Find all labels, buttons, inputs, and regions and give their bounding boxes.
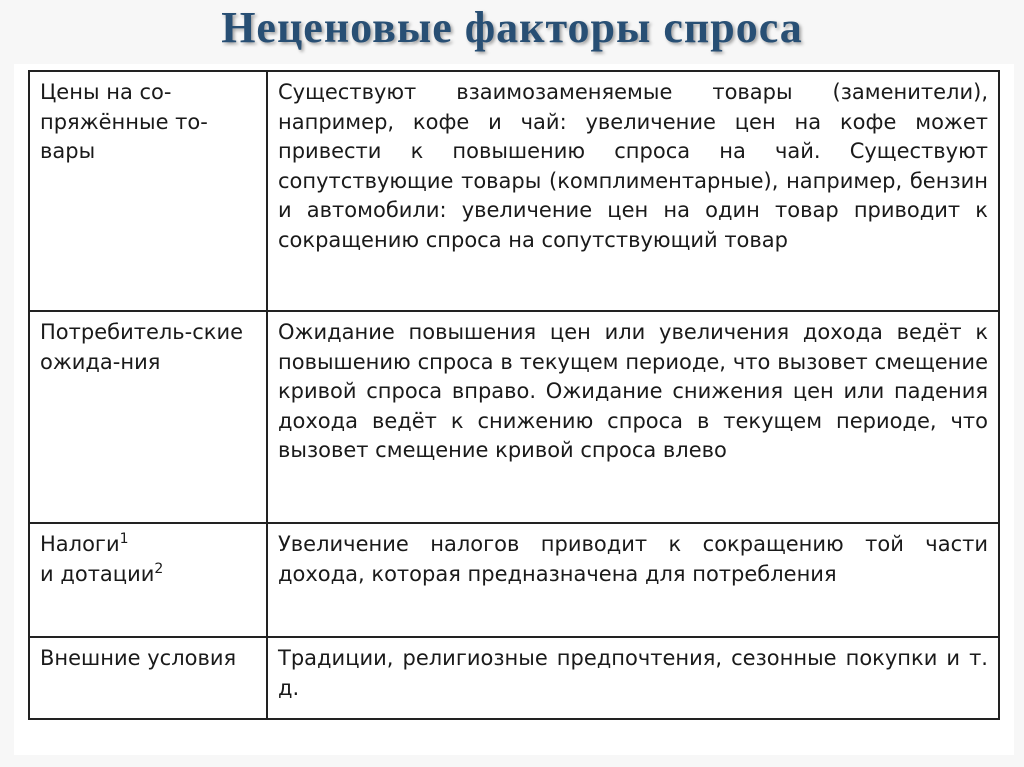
factor-cell: Внешние условия <box>29 637 267 719</box>
description-cell: Увеличение налогов приводит к сокращению той части дохода, которая предназначена для потребления <box>267 523 999 637</box>
footnote-mark: 1 <box>119 531 129 547</box>
factor-text: и дотации <box>40 561 155 586</box>
footnote-mark: 2 <box>154 560 164 577</box>
description-cell: Ожидание повышения цен или увеличения дохода ведёт к повышению спроса в текущем периоде, что вызовет смещение кривой спроса вправо. Ожидание снижения цен или падения дохода ведёт к снижению спроса в текущем периоде, что вызовет смещение кривой спроса влево <box>267 311 999 523</box>
page-title: Неценовые факторы спроса <box>221 3 803 52</box>
description-cell: Существуют взаимозаменяемые товары (заменители), например, кофе и чай: увеличение цен на кофе может привести к повышению спроса на чай. Существуют сопутствующие товары (комплиментарные), например, бензин и автомобили: увеличение цен на один товар приводит к сокращению спроса на сопутствующий товар <box>267 71 999 311</box>
factor-cell: Потребитель-ские ожида-ния <box>29 311 267 523</box>
table-row <box>29 311 999 523</box>
table-row <box>29 637 999 719</box>
factors-table <box>28 70 1000 720</box>
table-row <box>29 523 999 637</box>
factor-cell <box>29 523 267 637</box>
factor-text: Налоги <box>40 532 120 556</box>
table-row <box>29 71 999 311</box>
factor-cell: Цены на со-пряжённые то-вары <box>29 71 267 311</box>
description-cell: Традиции, религиозные предпочтения, сезонные покупки и т. д. <box>267 637 999 719</box>
